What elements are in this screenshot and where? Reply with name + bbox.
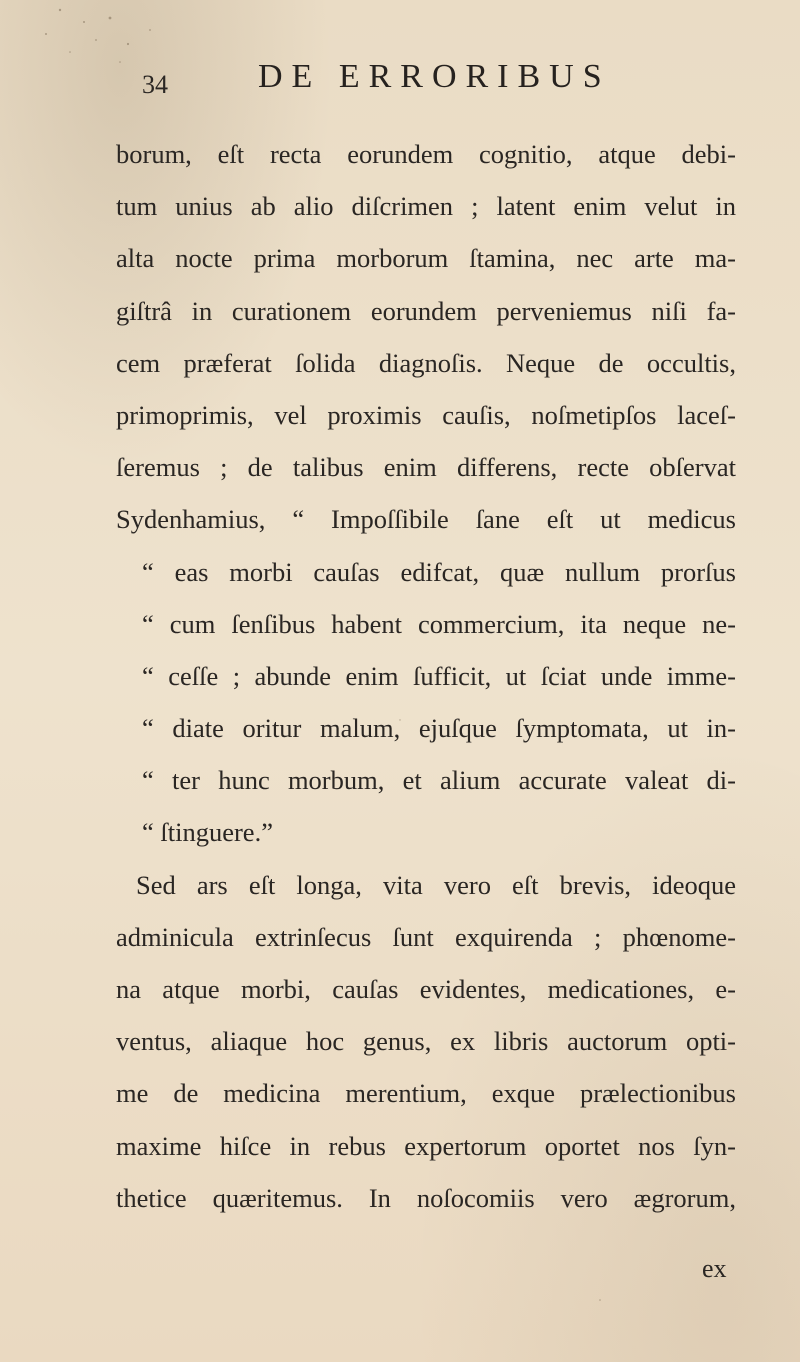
body-text — [116, 128, 736, 1224]
text-line-7: ſeremus ; de talibus enim differens, recte obſervat — [116, 452, 736, 483]
text-line-4: giſtrâ in curationem eorundem perveniemus niſi fa- — [116, 295, 736, 326]
page-number: 34 — [142, 70, 168, 99]
text-line-17: na atque morbi, cauſas evidentes, medicationes, e- — [116, 974, 736, 1004]
text-line-16: adminicula extrinſecus ſunt exquirenda ; phœnome- — [116, 921, 736, 952]
text-line-15: Sed ars eſt longa, vita vero eſt brevis, ideoque — [136, 869, 736, 900]
running-title: DE ERRORIBUS — [258, 58, 611, 95]
text-line-21: thetice quæritemus. In noſocomiis vero ægrorum, — [116, 1182, 736, 1213]
text-line-12: “ diate oritur malum, ejuſque ſymptomata, ut in- — [142, 713, 736, 744]
text-line-9: “ eas morbi cauſas edifcat, quæ nullum prorſus — [142, 556, 736, 587]
catchword: ex — [702, 1254, 727, 1283]
text-line-6: primoprimis, vel proximis cauſis, noſmetipſos laceſ- — [116, 399, 736, 430]
text-line-3: alta nocte prima morborum ſtamina, nec arte ma- — [116, 243, 736, 274]
text-line-10: “ cum ſenſibus habent commercium, ita neque ne- — [142, 608, 736, 639]
text-line-20: maxime hiſce in rebus expertorum oportet nos ſyn- — [116, 1130, 736, 1161]
text-line-5: cem præferat ſolida diagnoſis. Neque de occultis, — [116, 347, 736, 378]
page-header — [0, 58, 800, 98]
text-line-18: ventus, aliaque hoc genus, ex libris auctorum opti- — [116, 1026, 736, 1057]
text-line-13: “ ter hunc morbum, et alium accurate valeat di- — [142, 765, 736, 796]
text-line-11: “ ceſſe ; abunde enim ſufficit, ut ſciat unde imme- — [142, 660, 736, 691]
text-line-2: tum unius ab alio diſcrimen ; latent enim velut in — [116, 191, 736, 222]
text-line-14: “ ſtinguere.” — [142, 817, 273, 848]
text-line-1: borum, eſt recta eorundem cognitio, atque debi- — [116, 139, 736, 169]
text-line-19: me de medicina merentium, exque prælectionibus — [116, 1078, 736, 1109]
text-line-8: Sydenhamius, “ Impoſſibile ſane eſt ut medicus — [116, 504, 736, 535]
